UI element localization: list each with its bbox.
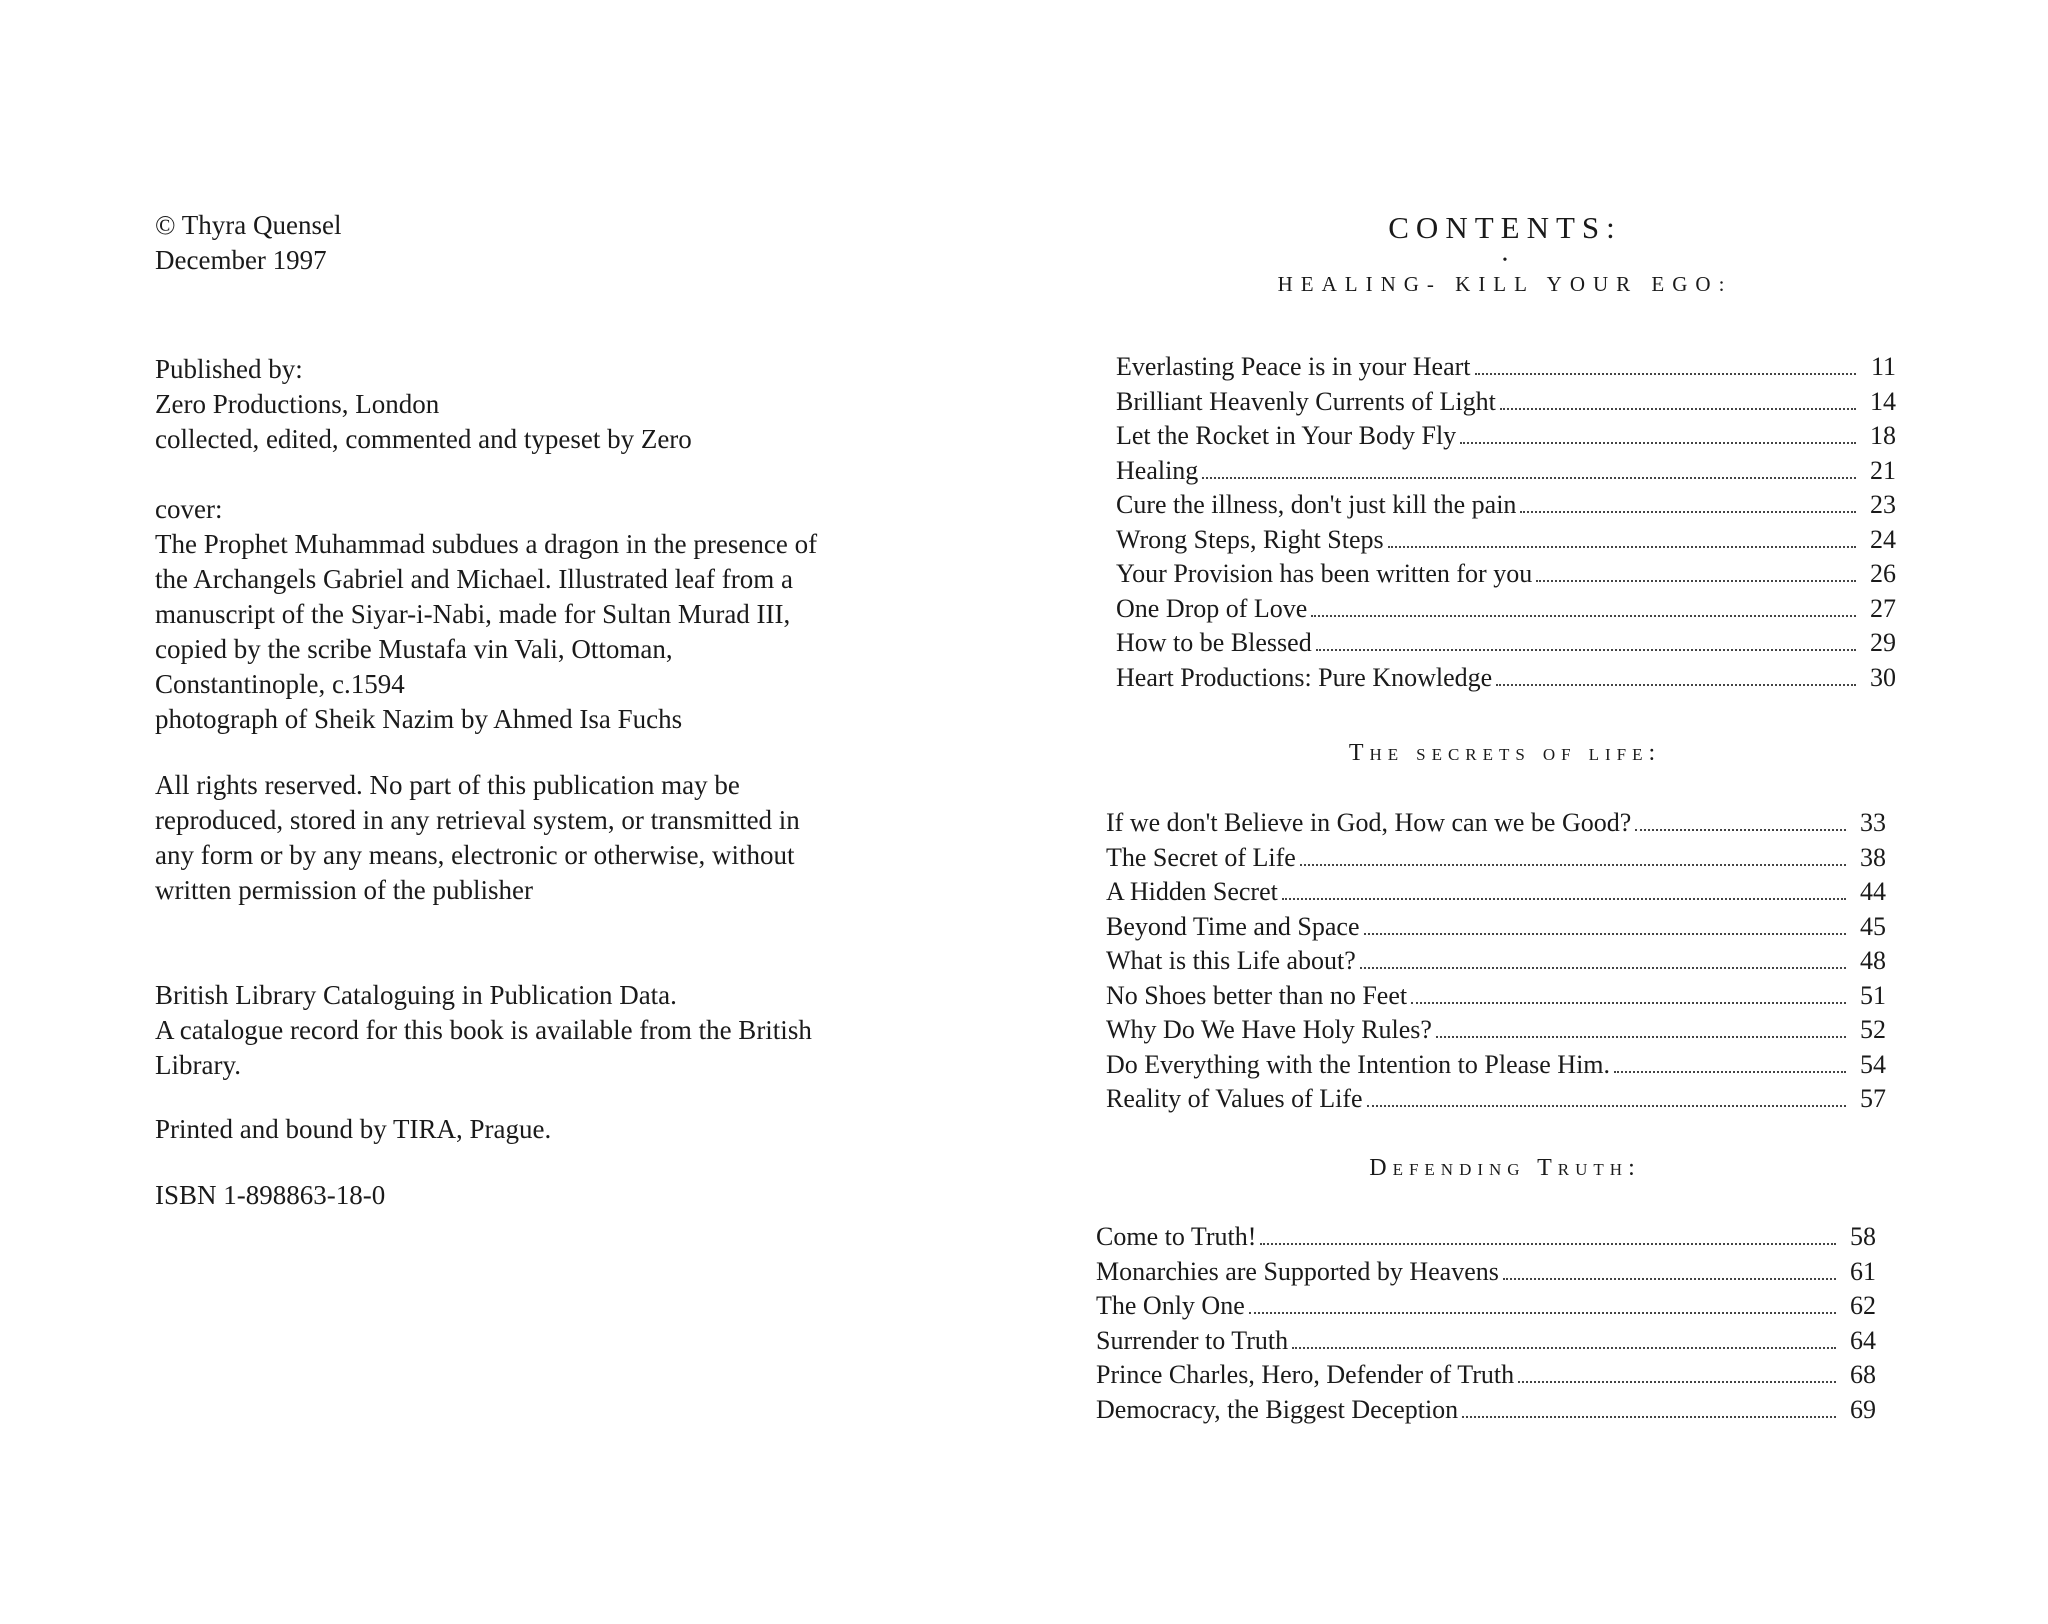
toc-entry <box>1106 1048 1886 1083</box>
toc-entry <box>1096 1255 1876 1290</box>
dot-leader <box>1260 1243 1836 1245</box>
dot-leader <box>1282 898 1846 900</box>
dot-leader <box>1475 373 1857 375</box>
date-line: December 1997 <box>155 245 327 275</box>
toc-entry <box>1096 1324 1876 1359</box>
dot-leader <box>1614 1071 1846 1073</box>
cataloguing-line: Library. <box>155 1050 241 1080</box>
isbn-text: ISBN 1-898863-18-0 <box>155 1180 386 1210</box>
ornament-dot: • <box>1502 253 1508 268</box>
publisher-name: Zero Productions, London <box>155 389 440 419</box>
copyright-block <box>155 208 341 278</box>
cover-line: copied by the scribe Mustafa vin Vali, Ottoman, <box>155 634 673 664</box>
toc-entry-title: Heart Productions: Pure Knowledge <box>1116 662 1493 692</box>
cataloguing-line: British Library Cataloguing in Publication Data. <box>155 980 677 1010</box>
toc-entry-title: Your Provision has been written for you <box>1116 559 1533 588</box>
toc-entry-page: 18 <box>1870 421 1896 450</box>
toc-entry-page: 58 <box>1850 1222 1876 1251</box>
toc-entry-page: 11 <box>1870 352 1896 381</box>
toc-entry <box>1096 1220 1876 1255</box>
toc-entry-page: 45 <box>1860 911 1886 941</box>
printer-text: Printed and bound by TIRA, Prague. <box>155 1114 552 1144</box>
dot-leader <box>1249 1312 1836 1314</box>
toc-entry-page: 61 <box>1850 1256 1876 1286</box>
toc-entry-title: The Only One <box>1096 1291 1245 1320</box>
toc-section-1 <box>1116 350 1896 695</box>
cover-block <box>155 492 817 737</box>
toc-entry-page: 29 <box>1870 628 1896 657</box>
dot-leader <box>1635 829 1846 831</box>
toc-section-3 <box>1096 1220 1876 1427</box>
toc-entry-page: 57 <box>1860 1084 1886 1113</box>
dot-leader <box>1388 546 1856 548</box>
rights-line: All rights reserved. No part of this publication may be <box>155 770 740 800</box>
toc-entry <box>1116 592 1896 627</box>
dot-leader <box>1496 684 1856 686</box>
toc-entry-title: Democracy, the Biggest Deception <box>1096 1394 1459 1424</box>
toc-entry <box>1116 419 1896 454</box>
dot-leader <box>1518 1381 1836 1383</box>
toc-entry <box>1106 875 1886 910</box>
cover-line: the Archangels Gabriel and Michael. Illustrated leaf from a <box>155 564 793 594</box>
toc-entry-page: 68 <box>1850 1360 1876 1389</box>
toc-entry-page: 69 <box>1850 1394 1876 1424</box>
dot-leader <box>1316 649 1856 651</box>
cover-label: cover: <box>155 494 223 524</box>
toc-entry-title: Let the Rocket in Your Body Fly <box>1116 421 1457 450</box>
toc-entry <box>1096 1289 1876 1324</box>
cover-line: Constantinople, c.1594 <box>155 669 405 699</box>
dot-leader <box>1364 933 1847 935</box>
cataloguing-block <box>155 978 812 1083</box>
toc-entry <box>1106 979 1886 1014</box>
publisher-label: Published by: <box>155 354 303 384</box>
dot-leader <box>1520 511 1856 513</box>
rights-block <box>155 768 800 908</box>
toc-entry <box>1096 1393 1876 1428</box>
toc-entry <box>1116 350 1896 385</box>
toc-entry-title: Do Everything with the Intention to Please Him. <box>1106 1049 1611 1079</box>
section-heading: The secrets of life: <box>1348 740 1662 766</box>
toc-entry-title: One Drop of Love <box>1116 593 1308 623</box>
toc-entry-page: 64 <box>1850 1325 1876 1355</box>
toc-entry-title: Monarchies are Supported by Heavens <box>1096 1256 1499 1286</box>
toc-entry-title: Prince Charles, Hero, Defender of Truth <box>1096 1360 1515 1389</box>
toc-entry-page: 44 <box>1860 877 1886 906</box>
cover-line: manuscript of the Siyar-i-Nabi, made for Sultan Murad III, <box>155 599 791 629</box>
toc-entry-page: 62 <box>1850 1291 1876 1320</box>
toc-entry-title: Wrong Steps, Right Steps <box>1116 524 1384 554</box>
dot-leader <box>1300 864 1846 866</box>
publisher-block <box>155 352 692 457</box>
section-heading: Defending Truth: <box>1369 1155 1641 1181</box>
dot-leader <box>1462 1416 1836 1418</box>
toc-entry <box>1116 523 1896 558</box>
isbn-line <box>155 1178 385 1213</box>
toc-entry <box>1106 841 1886 876</box>
publisher-credit: collected, edited, commented and typeset by Zero <box>155 424 692 454</box>
toc-entry <box>1116 626 1896 661</box>
toc-section-2 <box>1106 806 1886 1117</box>
dot-leader <box>1360 967 1846 969</box>
toc-entry <box>1096 1358 1876 1393</box>
rights-line: written permission of the publisher <box>155 875 533 905</box>
toc-entry-page: 51 <box>1860 980 1886 1010</box>
toc-entry-title: No Shoes better than no Feet <box>1106 980 1408 1010</box>
toc-entry <box>1106 1013 1886 1048</box>
photo-credit: photograph of Sheik Nazim by Ahmed Isa Fuchs <box>155 704 683 734</box>
toc-entry-title: Surrender to Truth <box>1096 1325 1289 1355</box>
toc-entry-title: How to be Blessed <box>1116 628 1312 657</box>
dot-leader <box>1411 1002 1846 1004</box>
rights-line: reproduced, stored in any retrieval system, or transmitted in <box>155 805 800 835</box>
dot-leader <box>1436 1036 1846 1038</box>
toc-entry <box>1116 661 1896 696</box>
toc-entry-title: Beyond Time and Space <box>1106 911 1360 941</box>
copyright-line: © Thyra Quensel <box>155 210 342 240</box>
toc-entry-title: Brilliant Heavenly Currents of Light <box>1116 386 1496 416</box>
contents-header <box>1090 210 1920 312</box>
toc-entry-page: 52 <box>1860 1015 1886 1044</box>
dot-leader <box>1460 442 1856 444</box>
toc-entry <box>1116 557 1896 592</box>
printer-line <box>155 1112 551 1147</box>
toc-entry-page: 14 <box>1870 386 1896 416</box>
rights-line: any form or by any means, electronic or otherwise, without <box>155 840 795 870</box>
toc-entry-page: 38 <box>1860 842 1886 872</box>
toc-entry-page: 21 <box>1870 455 1896 485</box>
dot-leader <box>1503 1278 1836 1280</box>
toc-entry-title: Healing <box>1116 455 1199 485</box>
toc-entry-title: The Secret of Life <box>1106 842 1296 872</box>
toc-entry <box>1106 944 1886 979</box>
section-heading: HEALING- KILL YOUR EGO: <box>1277 272 1733 296</box>
dot-leader <box>1292 1347 1836 1349</box>
dot-leader <box>1367 1105 1846 1107</box>
toc-entry-page: 23 <box>1870 490 1896 519</box>
toc-entry-page: 24 <box>1870 524 1896 554</box>
toc-entry <box>1116 385 1896 420</box>
toc-entry-page: 33 <box>1860 808 1886 837</box>
toc-entry-page: 54 <box>1860 1049 1886 1079</box>
toc-entry <box>1106 1082 1886 1117</box>
toc-entry-title: Reality of Values of Life <box>1106 1084 1363 1113</box>
dot-leader <box>1311 615 1856 617</box>
toc-entry-title: Come to Truth! <box>1096 1222 1257 1251</box>
toc-entry-title: If we don't Believe in God, How can we be Good? <box>1106 808 1632 837</box>
toc-entry-title: Cure the illness, don't just kill the pain <box>1116 490 1517 519</box>
toc-entry-page: 30 <box>1870 662 1896 692</box>
dot-leader <box>1202 477 1856 479</box>
contents-title: CONTENTS: <box>1388 210 1622 245</box>
toc-entry <box>1116 454 1896 489</box>
cover-line: The Prophet Muhammad subdues a dragon in the presence of <box>155 529 818 559</box>
toc-entry <box>1116 488 1896 523</box>
toc-entry-title: What is this Life about? <box>1106 946 1356 975</box>
dot-leader <box>1536 580 1856 582</box>
toc-entry-page: 27 <box>1870 593 1896 623</box>
toc-entry-title: A Hidden Secret <box>1106 877 1278 906</box>
cataloguing-line: A catalogue record for this book is available from the British <box>155 1015 812 1045</box>
dot-leader <box>1500 408 1856 410</box>
toc-entry-page: 48 <box>1860 946 1886 975</box>
toc-entry <box>1106 910 1886 945</box>
toc-entry-title: Everlasting Peace is in your Heart <box>1116 352 1471 381</box>
toc-entry <box>1106 806 1886 841</box>
toc-entry-page: 26 <box>1870 559 1896 588</box>
toc-entry-title: Why Do We Have Holy Rules? <box>1106 1015 1432 1044</box>
